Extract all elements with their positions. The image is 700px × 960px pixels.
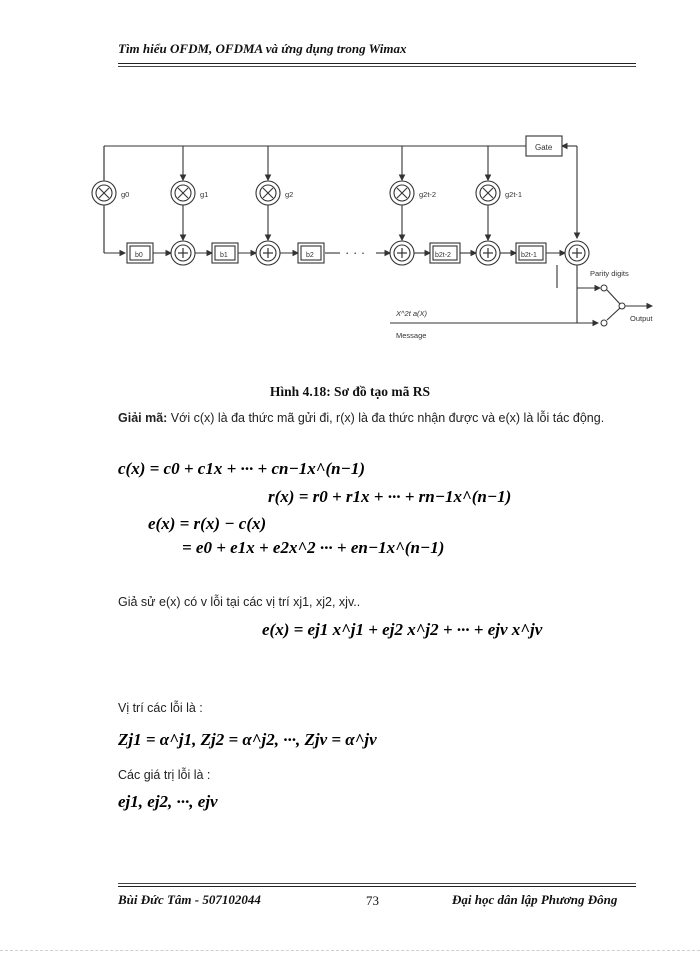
input-label: X^2t a(X) <box>396 309 428 318</box>
output-label: Output <box>630 314 653 323</box>
footer-rule-thin <box>118 883 636 884</box>
rs-encoder-diagram <box>0 0 700 370</box>
equation-vals: ej1, ej2, ···, ejv <box>118 792 218 811</box>
g-label: g2t-2 <box>419 190 437 199</box>
equation-c: c(x) = c0 + c1x + ··· + cn−1x^(n−1) <box>118 459 366 478</box>
decoding-paragraph <box>118 408 634 429</box>
positions-text: Vị trí các lỗi là : <box>118 701 203 715</box>
equation-e1: e(x) = r(x) − c(x) <box>148 514 267 533</box>
equation-e2: = e0 + e1x + e2x^2 ··· + en−1x^(n−1) <box>182 538 445 557</box>
g-label: g0 <box>121 190 130 199</box>
figure-caption: Hình 4.18: Sơ đồ tạo mã RS <box>269 384 431 399</box>
equation-ev: e(x) = ej1 x^j1 + ej2 x^j2 + ··· + ejv x^jv <box>262 620 543 639</box>
g-label: g2 <box>285 190 294 199</box>
parity-label: Parity digits <box>590 269 629 278</box>
footer-rule <box>118 886 636 887</box>
b-label: b2t-2 <box>435 252 451 259</box>
gate-label: Gate <box>535 143 553 152</box>
suppose-text: Giả sử e(x) có v lỗi tại các vị trí xj1, xj2, xjv.. <box>118 595 361 609</box>
equation-r: r(x) = r0 + r1x + ··· + rn−1x^(n−1) <box>268 487 512 506</box>
footer-school: Đại học dân lập Phương Đông <box>452 892 618 907</box>
equation-z: Zj1 = α^j1, Zj2 = α^j2, ···, Zjv = α^jv <box>118 730 377 749</box>
g-label: g2t-1 <box>505 190 523 199</box>
decoding-lead: Giải mã: <box>118 411 168 425</box>
b-label: b2t-1 <box>521 252 537 259</box>
page-number: 73 <box>366 893 379 908</box>
b-label: b0 <box>135 252 143 259</box>
ellipsis: · · · <box>345 245 366 260</box>
b-label: b2 <box>306 252 314 259</box>
values-text: Các giá trị lỗi là : <box>118 768 211 782</box>
b-label: b1 <box>220 252 228 259</box>
g-label: g1 <box>200 190 209 199</box>
message-label: Message <box>396 331 427 340</box>
page-header-title: Tìm hiểu OFDM, OFDMA và ứng dụng trong Wimax <box>118 41 407 56</box>
footer-author: Bùi Đức Tâm - 507102044 <box>118 892 261 907</box>
decoding-text: Với c(x) là đa thức mã gửi đi, r(x) là đa thức nhận được và e(x) là lỗi tác động. <box>167 411 605 425</box>
page-bottom-border <box>0 950 700 951</box>
